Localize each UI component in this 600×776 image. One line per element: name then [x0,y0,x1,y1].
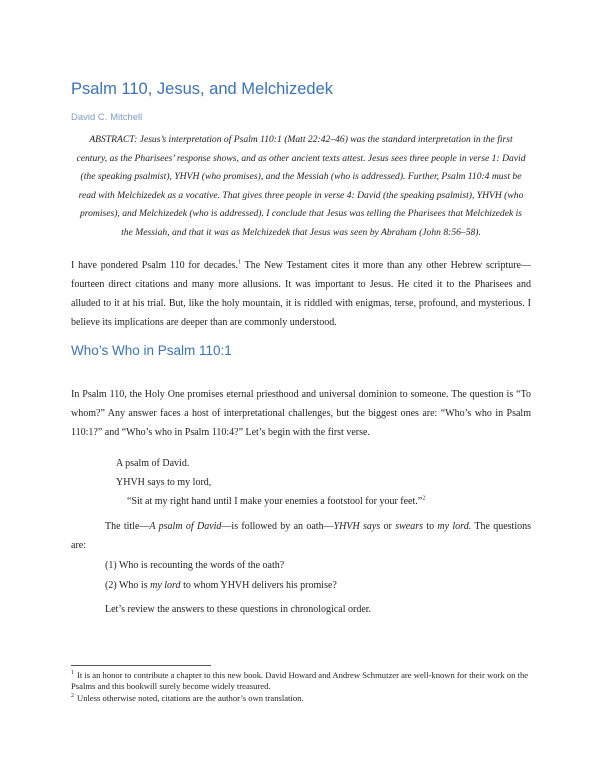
intro-paragraph [71,256,531,332]
section-paragraph: In Psalm 110, the Holy One promises eternal priesthood and universal dominion to someone. The question is “To whom?” Any answer faces a host of interpretational challenges, but the biggest ones are: “Who’s who in Psalm 110:1?” and “Who’s who in Psalm 110:4?” Let’s begin with the first verse. [71,389,531,438]
footnote-1 [71,670,531,692]
section-heading: Who’s Who in Psalm 110:1 [71,343,232,358]
title-paragraph [71,517,531,555]
verse-line-3 [127,496,425,507]
footnote-1-number: 1 [71,670,74,677]
intro-text-rest: The New Testament cites it more than any other Hebrew scripture—fourteen direct citations and many more allusions. It was important to Jesus. He cited it to the Pharisees and alluded to it at his trial. But, like the holy mountain, it is riddled with enigmas, terse, profound, and mysterious. I believe its implications are deeper than are commonly understood. [71,260,531,328]
p3-text-2: —is followed by an oath— [221,521,334,532]
footnote-ref-2[interactable]: 2 [422,495,426,502]
abstract: ABSTRACT: Jesus’s interpretation of Psalm 110:1 (Matt 22:42–46) was the standard interpretation in the first century, as the Pharisees’ response shows, and as other ancient texts attest. Jesus sees three people in verse 1: David (the speaking psalmist), YHVH (who promises), and the Messiah (who is addressed). Further, Psalm 110:4 must be read with Melchizedek as a vocative. That gives three people in verse 4: David (the speaking psalmist), YHVH (who promises), and Melchizedek (who is addressed). I conclude that Jesus was telling the Pharisees that Melchizedek is the Messiah, and that it was as Melchizedek that Jesus was seen by Abraham (John 8:56–58). [76,134,526,238]
verse-line-2: YHVH says to my lord, [116,477,212,488]
footnote-divider [71,665,211,666]
question-2 [105,580,337,591]
p3-text-3: or [380,521,396,532]
page-title: Psalm 110, Jesus, and Melchizedek [71,80,333,98]
question-2-italic: my lord [150,580,181,591]
question-2-start: (2) Who is [105,580,151,591]
p3-text-1: The title— [105,521,150,532]
question-2-end: to whom YHVH delivers his promise? [180,580,337,591]
p3-italic-3: swears [395,521,423,532]
p3-italic-2: YHVH says [333,521,381,532]
footnote-2-text: Unless otherwise noted, citations are the author’s own translation. [77,692,304,703]
p3-italic-1: A psalm of David [149,521,222,532]
review-line: Let’s review the answers to these questions in chronological order. [105,604,372,615]
footnote-1-text: It is an honor to contribute a chapter to this new book. David Howard and Andrew Schmutzer are well-known for their work on the Psalms and this bookwill surely become widely treasured. [71,670,529,692]
question-1: (1) Who is recounting the words of the oath? [105,560,285,571]
intro-text-start: I have pondered Psalm 110 for decades. [71,260,239,271]
author-name: David C. Mitchell [71,112,143,123]
verse-line-3-text: “Sit at my right hand until I make your enemies a footstool for your feet.” [127,496,423,507]
p3-italic-4: my lord. [437,521,472,532]
p3-text-5: The questions are: [71,521,531,551]
verse-line-1: A psalm of David. [116,458,190,469]
p3-text-4: to [423,521,438,532]
footnote-2 [71,693,531,704]
footnote-2-number: 2 [71,693,74,700]
footnotes [71,670,531,705]
footnote-ref-1[interactable]: 1 [238,259,242,266]
